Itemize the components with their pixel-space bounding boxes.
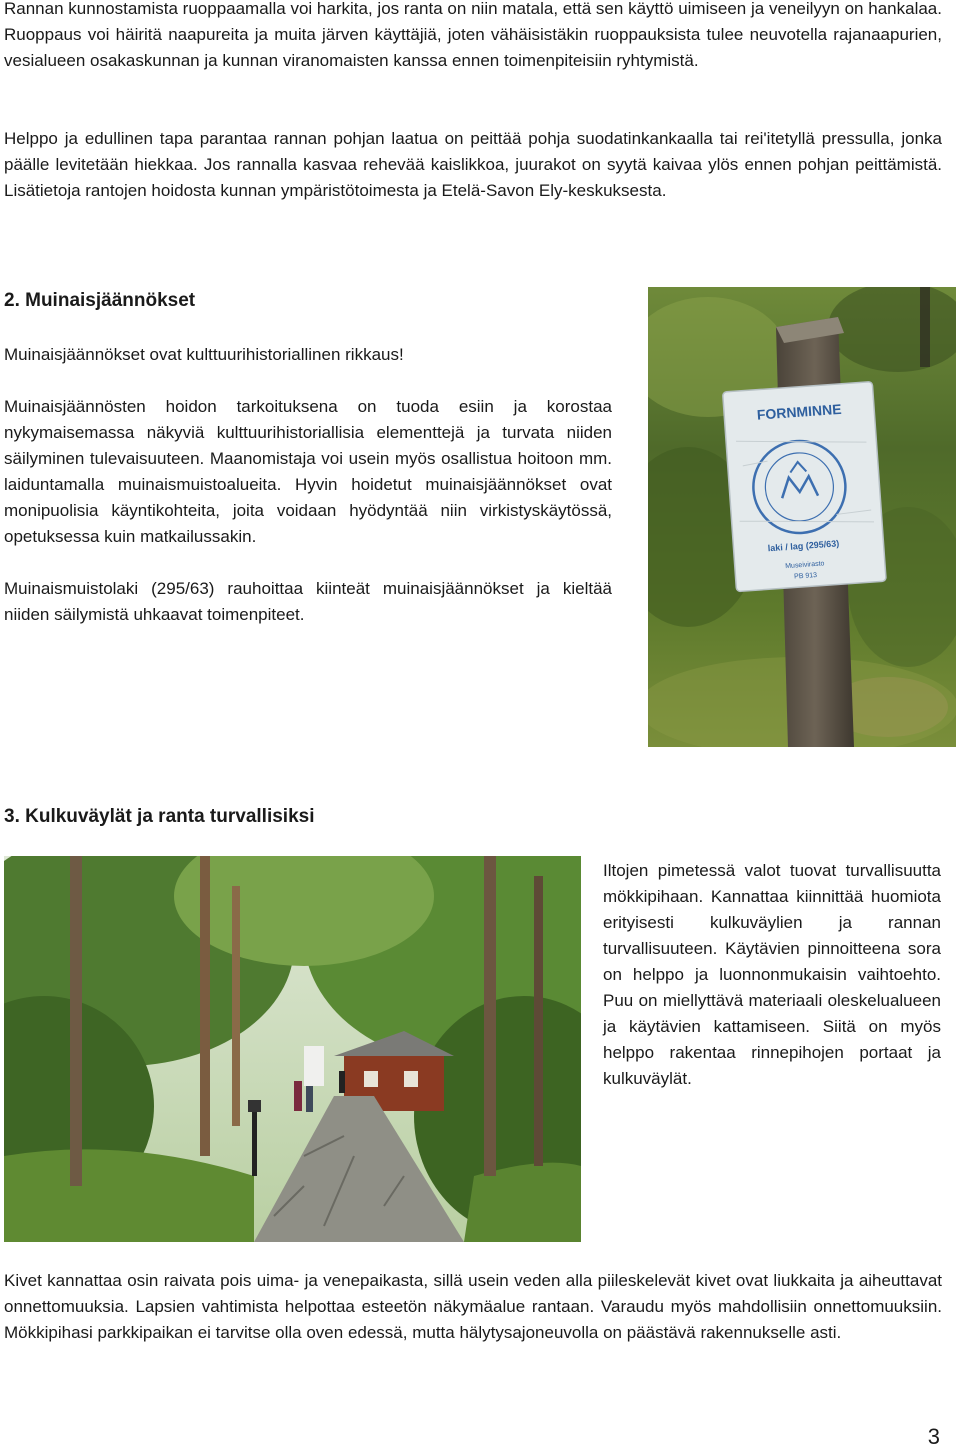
garden-path-photo <box>4 856 581 1242</box>
section-3-heading: 3. Kulkuväylät ja ranta turvallisiksi <box>4 806 315 827</box>
section-2-paragraph-1: Muinaisjäännösten hoidon tarkoituksena on tuoda esiin ja korostaa nykymaisemassa näkyviä kulttuurihistoriallisia elementtejä ja turvata niiden säilyminen tulevaisuuteen. Maanomistaja voi usein myös osallistua hoitoon mm. laiduntamalla muinaismuistoalueita. Hyvin hoidetut muinaisjäännökset ovat monipuolisia käyntikohteita, joita voidaan hyödyntää niin virkistyskäytössä, opetuksessa kuin matkailussakin. <box>4 397 612 546</box>
page-number: 3 <box>927 1424 940 1449</box>
section-3-side-text: Iltojen pimetessä valot tuovat turvallisuutta mökkipihaan. Kannattaa kiinnittää huomiota erityisesti kulkuväylien ja rannan turvallisuuteen. Käytävien pinnoitteena sora on helppo ja luonnonmukaisin vaihtoehto. Puu on miellyttävä materiaali oleskelualueen ja käytävien kattamiseen. Siitä on myös helppo rakentaa rinnepihojen portaat ja kulkuväylät. <box>603 861 941 1088</box>
intro-paragraph-2: Helppo ja edullinen tapa parantaa rannan pohjan laatua on peittää pohja suodatinkankaalla tai rei'itetyllä pressulla, jonka päälle levitetään hiekkaa. Jos rannalla kasvaa rehevää kaislikkoa, juurakot on syytä kaivaa ylös ennen pohjan peittämistä. Lisätietoja rantojen hoidosta kunnan ympäristötoimesta ja Etelä-Savon Ely-keskuksesta. <box>4 129 942 200</box>
section-2-heading: 2. Muinaisjäännökset <box>4 290 196 311</box>
section-2-paragraph-2: Muinaismuistolaki (295/63) rauhoittaa kiinteät muinaisjäännökset ja kieltää niiden säilymistä uhkaavat toimenpiteet. <box>4 579 612 624</box>
section-3-bottom-text: Kivet kannattaa osin raivata pois uima- ja venepaikasta, sillä usein veden alla piileskelevät kivet ovat liukkaita ja aiheuttavat onnettomuuksia. Lapsien vahtimista helpottaa esteetön näkymäalue rantaan. Varaudu myös mahdollisiin onnettomuuksiin. Mökkipihasi parkkipaikan ei tarvitse olla oven edessä, mutta hälytysajoneuvolla on päästävä rakennukselle asti. <box>4 1271 942 1342</box>
sign-law: laki / lag (295/63) <box>767 538 840 554</box>
intro-paragraph-1: Rannan kunnostamista ruoppaamalla voi harkita, jos ranta on niin matala, että sen käyttö uimiseen ja veneilyyn on hankalaa. Ruoppaus voi häiritä naapureita ja muita järven käyttäjiä, joten vähäisistäkin ruoppauksista tulee neuvotella rajanaapurien, vesialueen osakaskunnan ja kunnan viranomaisten kanssa ennen toimenpiteisiin ryhtymistä. <box>4 0 942 70</box>
sign-title: FORNMINNE <box>756 400 842 423</box>
ancient-monument-sign-photo <box>648 287 956 747</box>
sign-line-2: PB 913 <box>793 571 818 581</box>
sign-line-1: Museivirasto <box>785 560 825 571</box>
section-2-lead: Muinaisjäännökset ovat kulttuurihistoriallinen rikkaus! <box>4 345 404 364</box>
